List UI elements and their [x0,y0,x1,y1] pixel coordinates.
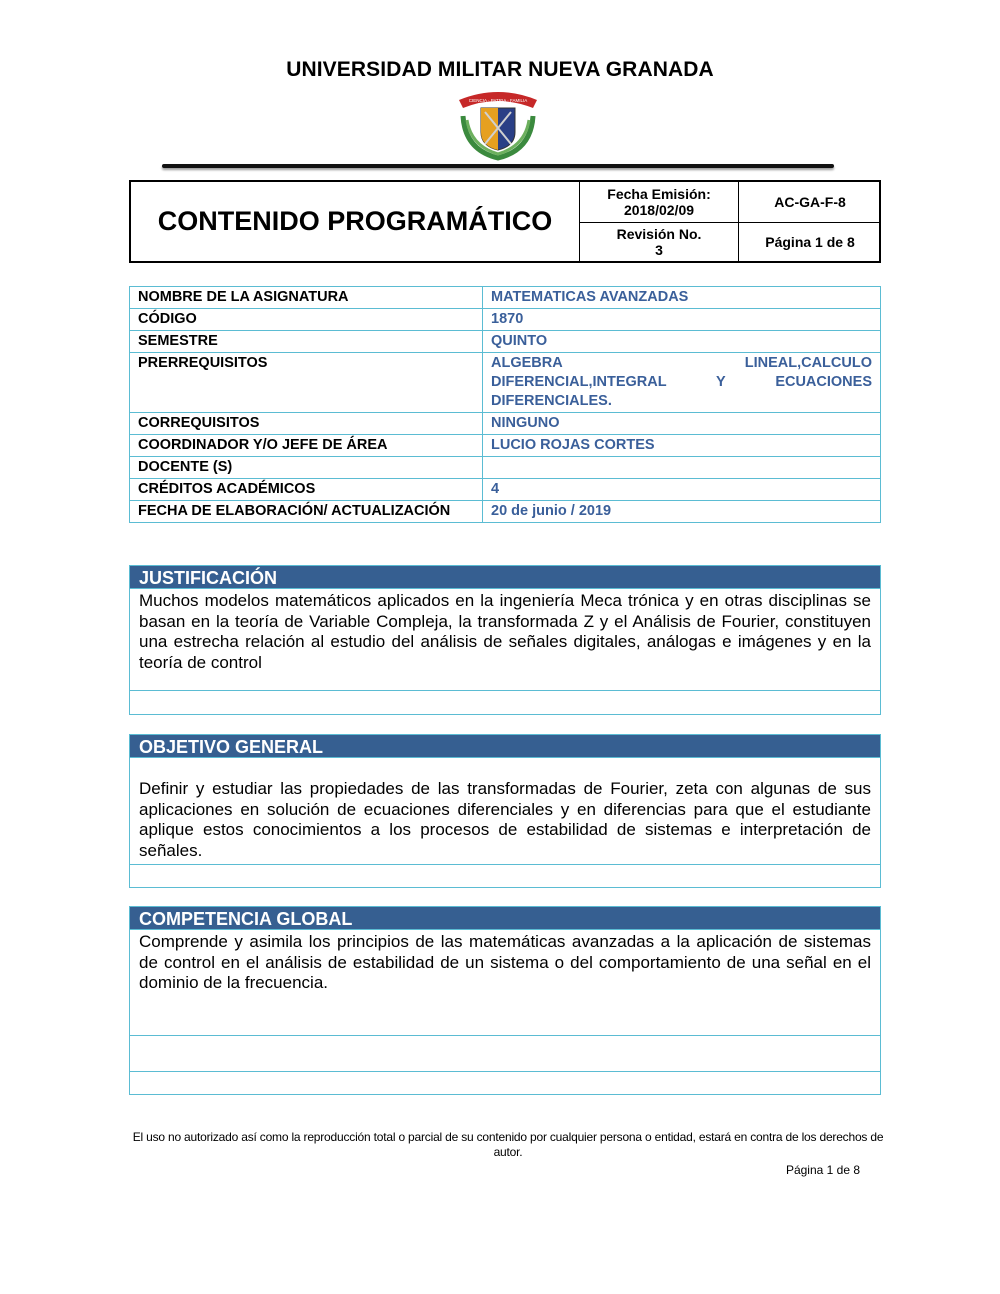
header-page-number: Página 1 de 8 [765,234,855,250]
global-competence-section [129,906,881,1095]
svg-text:CIENCIA · PATRIA · FAMILIA: CIENCIA · PATRIA · FAMILIA [468,98,528,103]
revision-value: 3 [655,242,663,258]
table-row [130,331,881,353]
revision-label: Revisión No. [616,226,702,242]
info-key: SEMESTRE [130,331,483,353]
revision-cell [580,223,738,261]
table-row [130,457,881,479]
info-value: 1870 [483,309,881,331]
table-row [130,287,881,309]
empty-row [129,1072,881,1095]
info-key: CRÉDITOS ACADÉMICOS [130,479,483,501]
table-row [130,413,881,435]
info-value: 20 de junio / 2019 [483,501,881,523]
document-header-box [129,180,881,263]
issue-date-cell [580,182,738,222]
info-value: ALGEBRA LINEAL,CALCULO DIFERENCIAL,INTEGRAL Y ECUACIONES DIFERENCIALES. [483,353,881,413]
footer-page-number: Página 1 de 8 [785,1163,860,1177]
header-divider [162,164,834,168]
info-value: NINGUNO [483,413,881,435]
info-key: COORDINADOR Y/O JEFE DE ÁREA [130,435,483,457]
form-code: AC-GA-F-8 [774,194,846,210]
info-key: PRERREQUISITOS [130,353,483,413]
info-key: FECHA DE ELABORACIÓN/ ACTUALIZACIÓN [130,501,483,523]
info-key: CORREQUISITOS [130,413,483,435]
document-title: CONTENIDO PROGRAMÁTICO [157,206,553,236]
info-value: 4 [483,479,881,501]
info-key: NOMBRE DE LA ASIGNATURA [130,287,483,309]
empty-row [129,691,881,715]
info-key: DOCENTE (S) [130,457,483,479]
section-heading: COMPETENCIA GLOBAL [129,906,881,930]
copyright-notice: El uso no autorizado así como la reproducción total o parcial de su contenido por cualquier persona o entidad, estará en contra de los derechos de autor. [132,1130,884,1159]
course-info-table [129,286,881,523]
general-objective-section [129,734,881,888]
info-value: LUCIO ROJAS CORTES [483,435,881,457]
info-key: CÓDIGO [130,309,483,331]
issue-date-value: 2018/02/09 [623,202,695,218]
section-text: Muchos modelos matemáticos aplicados en la ingeniería Meca trónica y en otras disciplinas se basan en la teoría de Variable Compleja, la transformada Z y el Análisis de Fourier, constituyen una estrecha relación al estudio del análisis de señales digitales, análogas e imágenes y en la teoría de control [129,589,881,691]
info-value: QUINTO [483,331,881,353]
info-value: MATEMATICAS AVANZADAS [483,287,881,309]
table-row [130,309,881,331]
section-heading: JUSTIFICACIÓN [129,565,881,589]
table-row [130,353,881,413]
justification-section [129,565,881,715]
section-text: Comprende y asimila los principios de las matemáticas avanzadas a la aplicación de sistemas de control en el análisis de estabilidad de un sistema o del comportamiento de una señal en el dominio de la frecuencia. [129,930,881,1036]
table-row [130,501,881,523]
issue-date-label: Fecha Emisión: [607,186,711,202]
section-text: Definir y estudiar las propiedades de las transformadas de Fourier, zeta con algunas de sus aplicaciones en solución de ecuaciones diferenciales y en diferencias para que el estudiante aplique estos conocimientos a los procesos de estabilidad de sistemas e interpretación de señales. [129,758,881,865]
table-row [130,479,881,501]
empty-row [129,1036,881,1072]
section-heading: OBJETIVO GENERAL [129,734,881,758]
table-row [130,435,881,457]
info-value [483,457,881,479]
empty-row [129,865,881,888]
university-title: UNIVERSIDAD MILITAR NUEVA GRANADA [286,58,714,81]
university-crest-logo [455,86,541,162]
